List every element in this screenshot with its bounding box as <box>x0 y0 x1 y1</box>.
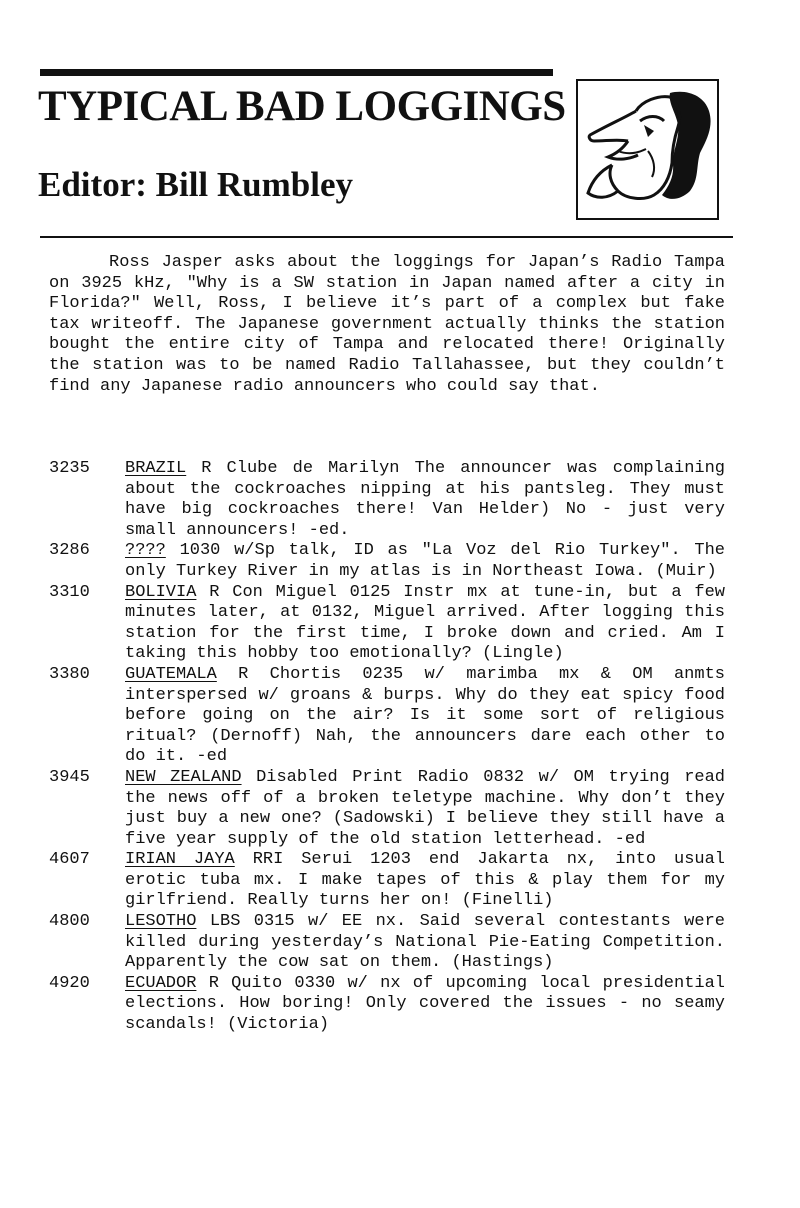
logging-frequency: 3235 <box>49 459 90 478</box>
logging-frequency: 4920 <box>49 973 90 993</box>
logging-frequency: 4800 <box>49 912 90 932</box>
page-title: TYPICAL BAD LOGGINGS <box>38 83 566 130</box>
intro-paragraph: Ross Jasper asks about the loggings for Japan’s Radio Tampa on 3925 kHz, "Why is a SW station in Japan named after a city in Florida?" Well, Ross, I believe it’s part of a complex but fake tax writeoff. The Japanese government actually thinks the station bought the entire city of Tampa and relocated there! Originally the station was to be named Radio Tallahassee, but they couldn’t find any Japanese radio announcers who could say that. <box>49 253 725 396</box>
logging-frequency: 3945 <box>49 767 90 787</box>
logo <box>576 79 719 220</box>
logging-country: LESOTHO <box>125 912 197 932</box>
logging-text: R Chortis 0235 w/ marimba mx & OM anmts interspersed w/ groans & burps. Why do they eat spicy food before going on the air? Is it some sort of religious ritual? (Dernoff) Nah, the announcers dare each other to do it. -ed <box>125 664 725 767</box>
logging-entry-3380 <box>49 665 725 768</box>
logging-country: ECUADOR <box>125 973 197 993</box>
logging-entry-3945 <box>49 768 725 850</box>
logging-country: GUATEMALA <box>125 664 217 684</box>
logging-text: Disabled Print Radio 0832 w/ OM trying read the news off of a broken teletype machine. Why don’t they just buy a new one? (Sadowski) I believe they still have a five year supply of the old station letterhead. -ed <box>125 767 726 849</box>
logging-entry-4920 <box>49 974 725 1036</box>
logging-frequency: 3380 <box>49 664 90 684</box>
logging-text: RRI Serui 1203 end Jakarta nx, into usual erotic tuba mx. I make tapes of this & play them for my girlfriend. Really turns her on! (Finelli) <box>125 850 725 911</box>
logging-text: R Clube de Marilyn The announcer was complaining about the cockroaches nipping at his pantsleg. They must have big cockroaches there! Van Helder) No - just very small announcers! -ed. <box>125 459 726 540</box>
logging-frequency: 3286 <box>49 541 90 561</box>
logging-country: BRAZIL <box>125 459 187 478</box>
header-bottom-rule <box>40 236 733 238</box>
loggings-list <box>49 459 725 1036</box>
logging-frequency: 3310 <box>49 582 90 602</box>
logging-text: 1030 w/Sp talk, ID as "La Voz del Rio Turkey". The only Turkey River in my atlas is in Northeast Iowa. (Muir) <box>125 541 726 581</box>
logging-text: R Con Miguel 0125 Instr mx at tune-in, but a few minutes later, at 0132, Miguel arrived. After logging this station for the first time, I broke down and cried. Am I taking this hobby too emotionally? (Lingle) <box>125 582 725 664</box>
logging-country: ???? <box>125 541 166 561</box>
logging-country: BOLIVIA <box>125 582 197 602</box>
logging-entry-3310 <box>49 583 725 665</box>
logging-entry-3235 <box>49 459 725 541</box>
logging-entry-4800 <box>49 912 725 974</box>
logging-text: LBS 0315 w/ EE nx. Said several contestants were killed during yesterday’s National Pie-Eating Competition. Apparently the cow sat on them. (Hastings) <box>125 912 725 973</box>
logging-country: NEW ZEALAND <box>125 767 242 787</box>
logging-text: R Quito 0330 w/ nx of upcoming local presidential elections. How boring! Only covered the issues - no seamy scandals! (Victoria) <box>125 973 725 1035</box>
logging-country: IRIAN JAYA <box>125 850 235 870</box>
grotesque-face-icon <box>578 81 717 218</box>
logging-frequency: 4607 <box>49 850 90 870</box>
header-top-rule <box>40 69 553 76</box>
logging-entry-4607 <box>49 850 725 912</box>
editor-byline: Editor: Bill Rumbley <box>38 165 354 204</box>
logging-entry-3286 <box>49 541 725 582</box>
